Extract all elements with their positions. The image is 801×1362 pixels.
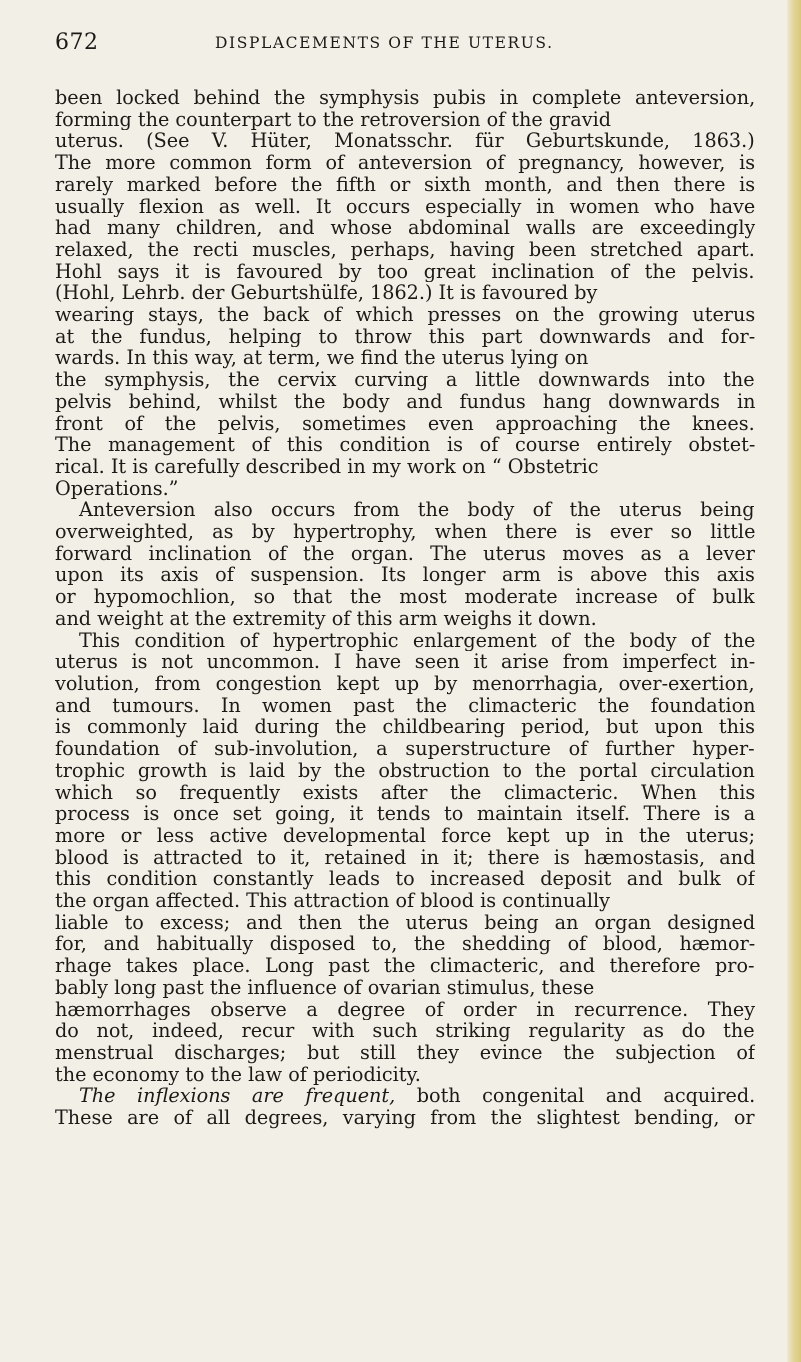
text-line: The management of this condition is of course entirely obstet- — [55, 434, 755, 456]
text-line: blood is attracted to it, retained in it; there is hæmostasis, and — [55, 846, 755, 869]
text-run: both congenital and acquired. — [395, 1085, 755, 1108]
text-line: hæmorrhages observe a degree of order in recurrence. They — [55, 998, 755, 1021]
text-line: wards. In this way, at term, we find the uterus lying on — [55, 347, 589, 370]
text-line: the economy to the law of periodicity. — [55, 1063, 421, 1086]
text-line: (Hohl, Lehrb. der Geburtshülfe, 1862.) It is favoured by — [55, 282, 598, 305]
text-line: the symphysis, the cervix curving a little downwards into the — [55, 369, 755, 391]
text-line: at the fundus, helping to throw this part downwards and for- — [55, 325, 755, 348]
text-line: menstrual discharges; but still they evince the subjection of — [55, 1041, 755, 1064]
page-number: 672 — [55, 30, 99, 55]
text-line: is commonly laid during the childbearing period, but upon this — [55, 716, 755, 739]
text-line: uterus. (See V. Hüter, Monatsschr. für Geburtskunde, 1863.) — [55, 130, 755, 153]
text-line: and tumours. In women past the climacteric the foundation — [55, 694, 755, 717]
text-line: front of the pelvis, sometimes even approaching the knees. — [55, 412, 755, 435]
text-line: bably long past the influence of ovarian stimulus, these — [55, 976, 595, 999]
text-line: The more common form of anteversion of pregnancy, however, is — [55, 152, 755, 174]
page-header — [55, 30, 745, 56]
italic-phrase: The inflexions are frequent, — [79, 1085, 396, 1108]
text-line: more or less active developmental force kept up in the uterus; — [55, 824, 755, 847]
text-line: which so frequently exists after the climacteric. When this — [55, 781, 755, 804]
text-line: forward inclination of the organ. The uterus moves as a lever — [55, 542, 755, 565]
text-line: trophic growth is laid by the obstruction to the portal circulation — [55, 759, 755, 782]
text-line: usually flexion as well. It occurs especially in women who have — [55, 195, 755, 218]
text-line: this condition constantly leads to increased deposit and bulk of — [55, 868, 755, 891]
text-line: upon its axis of suspension. Its longer arm is above this axis — [55, 564, 755, 587]
text-line: Anteversion also occurs from the body of the uterus being — [79, 499, 755, 522]
text-line: rhage takes place. Long past the climacteric, and therefore pro- — [55, 955, 755, 977]
text-line: the organ affected. This attraction of blood is continually — [55, 890, 610, 912]
text-line: had many children, and whose abdominal walls are exceedingly — [55, 217, 755, 239]
text-line: Hohl says it is favoured by too great inclination of the pelvis. — [55, 260, 755, 283]
text-line: foundation of sub-involution, a superstructure of further hyper- — [55, 738, 755, 760]
running-head: DISPLACEMENTS OF THE UTERUS. — [215, 34, 554, 52]
text-line: These are of all degrees, varying from the slightest bending, or — [55, 1107, 755, 1129]
text-line: overweighted, as by hypertrophy, when there is ever so little — [55, 521, 755, 543]
text-line: do not, indeed, recur with such striking regularity as do the — [55, 1020, 755, 1042]
text-line-inflexions — [55, 1085, 755, 1107]
text-line: for, and habitually disposed to, the shedding of blood, hæmor- — [55, 933, 755, 956]
text-line: relaxed, the recti muscles, perhaps, having been stretched apart. — [55, 238, 755, 261]
text-line: Operations.” — [55, 477, 179, 500]
text-line: uterus is not uncommon. I have seen it arise from imperfect in- — [55, 651, 755, 673]
text-line: volution, from congestion kept up by menorrhagia, over-exertion, — [55, 672, 755, 695]
text-line: wearing stays, the back of which presses on the growing uterus — [55, 304, 755, 326]
text-line: rical. It is carefully described in my work on “ Obstetric — [55, 455, 599, 478]
page-edge — [787, 0, 801, 1362]
text-line: and weight at the extremity of this arm weighs it down. — [55, 607, 597, 630]
text-line: been locked behind the symphysis pubis in complete anteversion, — [55, 87, 755, 109]
text-line: rarely marked before the fifth or sixth month, and then there is — [55, 173, 755, 196]
text-line: liable to excess; and then the uterus being an organ designed — [55, 911, 755, 934]
text-line: This condition of hypertrophic enlargement of the body of the — [79, 629, 755, 652]
text-line: process is once set going, it tends to maintain itself. There is a — [55, 803, 755, 825]
body-text — [55, 87, 755, 1129]
text-line: or hypomochlion, so that the most moderate increase of bulk — [55, 586, 755, 608]
text-line: forming the counterpart to the retroversion of the gravid — [55, 108, 612, 131]
text-line: pelvis behind, whilst the body and fundus hang downwards in — [55, 390, 755, 413]
